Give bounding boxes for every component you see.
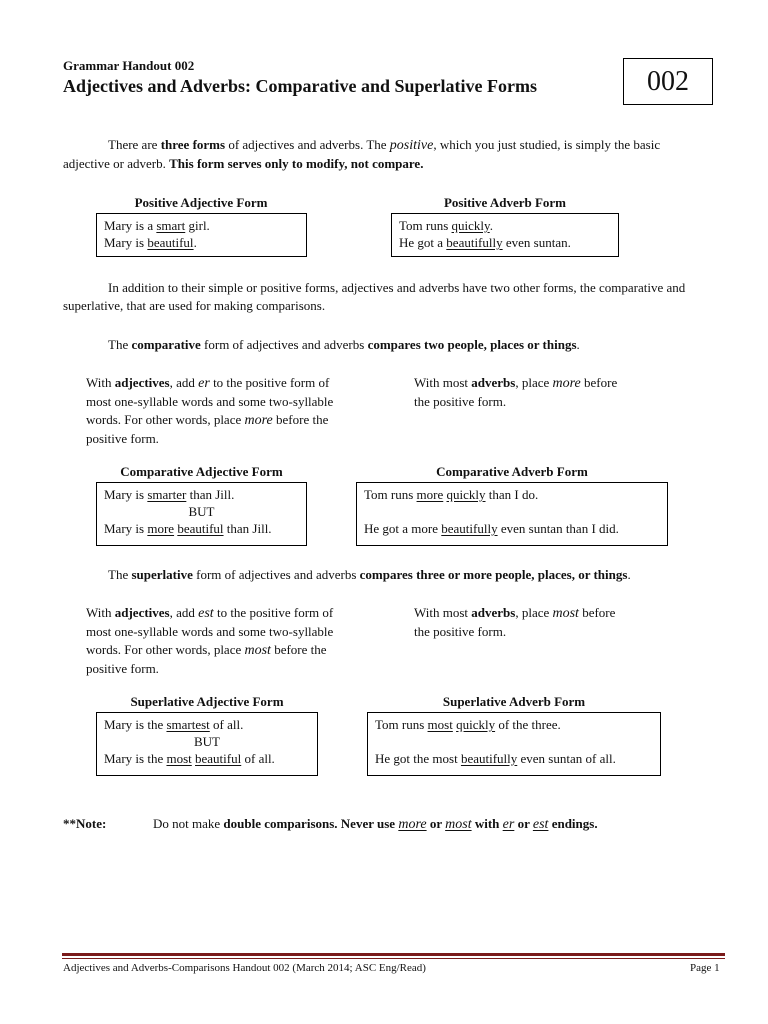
positive-adjective-box bbox=[96, 213, 307, 257]
intro-paragraph: There are three forms of adjectives and adverbs. The positive, which you just studied, is simply the basic adjective or adverb. This form serves only to modify, not compare. bbox=[63, 137, 661, 171]
example-line: Tom runs quickly. bbox=[399, 218, 493, 233]
superlative-adjective-box bbox=[96, 712, 318, 776]
superlative-intro: The superlative form of adjectives and adverbs compares three or more people, places, or things. bbox=[108, 567, 631, 582]
comparative-adjective-box bbox=[96, 482, 307, 546]
three-forms-term: three forms bbox=[160, 137, 226, 152]
forms-paragraph: In addition to their simple or positive forms, adjectives and adverbs have two other forms, the comparative and superlative, that are used for making comparisons. bbox=[63, 280, 686, 313]
example-line: He got a beautifully even suntan. bbox=[399, 235, 571, 250]
footer-rule-thick bbox=[62, 953, 725, 956]
comparative-adverb-heading: Comparative Adverb Form bbox=[436, 464, 588, 479]
handout-label: Grammar Handout 002 bbox=[63, 58, 195, 73]
positive-adjective-heading: Positive Adjective Form bbox=[134, 195, 268, 210]
superlative-adjective-rule: With adjectives, add est to the positive form of most one-syllable words and some two-syllable words. For other words, place most before the positive form. bbox=[86, 605, 334, 676]
comparative-intro: The comparative form of adjectives and adverbs compares two people, places or things. bbox=[108, 337, 580, 352]
example-line: Tom runs most quickly of the three. bbox=[375, 717, 561, 732]
positive-adverb-box bbox=[391, 213, 619, 257]
positive-adverb-heading: Positive Adverb Form bbox=[443, 195, 567, 210]
example-line: He got a more beautifully even suntan than I did. bbox=[364, 521, 619, 536]
superlative-adjective-heading: Superlative Adjective Form bbox=[130, 694, 284, 709]
but-label: BUT bbox=[194, 734, 220, 749]
intro-emphasis: This form serves only to modify, not compare. bbox=[169, 156, 424, 171]
superlative-adverb-heading: Superlative Adverb Form bbox=[442, 694, 586, 709]
example-line: Mary is smarter than Jill. bbox=[104, 487, 235, 502]
comparative-adverb-box bbox=[356, 482, 668, 546]
comparative-adverb-rule: With most adverbs, place more before the positive form. bbox=[414, 375, 618, 409]
note-text: Do not make double comparisons. Never use more or most with er or est endings. bbox=[153, 816, 598, 832]
example-line: Mary is the most beautiful of all. bbox=[104, 751, 275, 766]
example-line: Mary is more beautiful than Jill. bbox=[104, 521, 272, 536]
comparative-adjective-rule: With adjectives, add er to the positive form of most one-syllable words and some two-syllable words. For other words, place more before the positive form. bbox=[86, 375, 334, 446]
footer-text: Adjectives and Adverbs-Comparisons Handout 002 (March 2014; ASC Eng/Read) bbox=[63, 962, 426, 974]
comparative-adjective-heading: Comparative Adjective Form bbox=[120, 464, 283, 479]
handout-number: 002 bbox=[647, 66, 689, 97]
but-label: BUT bbox=[188, 504, 215, 519]
superlative-adverb-rule: With most adverbs, place most before the positive form. bbox=[414, 605, 616, 639]
superlative-adverb-box bbox=[367, 712, 661, 776]
example-line: He got the most beautifully even suntan of all. bbox=[375, 751, 616, 766]
footer-rule-thin bbox=[62, 958, 725, 959]
note-label: **Note: bbox=[63, 816, 107, 831]
page-title: Adjectives and Adverbs: Comparative and Superlative Forms bbox=[63, 76, 537, 96]
example-line: Mary is a smart girl. bbox=[104, 218, 210, 233]
handout-number-box bbox=[623, 58, 713, 105]
page-number: Page 1 bbox=[690, 962, 720, 974]
example-line: Tom runs more quickly than I do. bbox=[364, 487, 539, 502]
positive-term: positive bbox=[389, 138, 434, 153]
example-line: Mary is the smartest of all. bbox=[104, 717, 244, 732]
example-line: Mary is beautiful. bbox=[104, 235, 197, 250]
